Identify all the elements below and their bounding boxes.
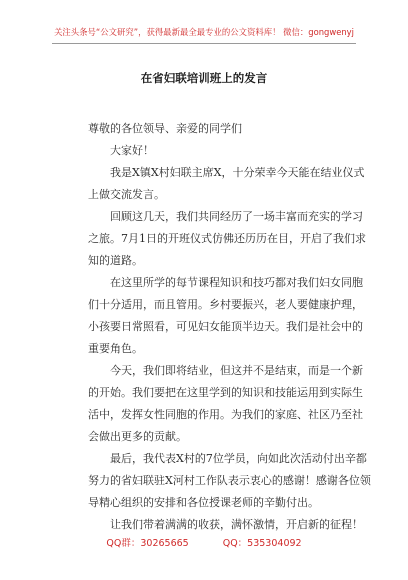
qq-group: QQ群：30265665 [106,538,189,549]
paragraph-line: 在这里所学的每节课程知识和技巧都对我们妇女同胞 [110,276,363,289]
paragraph-line: 努力的省妇联驻X河村工作队表示衷心的感谢！感谢各位领 [88,474,371,487]
paragraph-line: 导精心组织的安排和各位授课老师的辛勤付出。 [88,496,319,509]
greeting: 大家好！ [110,144,154,157]
contact-footer [0,535,408,549]
qq-number: QQ：535304092 [222,538,302,549]
paragraph-line: 活中，发挥女性同胞的作用。为我们的家庭、社区乃至社 [88,408,363,421]
paragraph-line: 们十分适用，而且管用。乡村要振兴，老人要健康护理， [88,298,363,311]
paragraph-line: 的开始。我们要把在这里学到的知识和技能运用到实际生 [88,386,363,399]
paragraph-line: 之旅。7月1日的开班仪式仿佛还历历在目，开启了我们求 [88,232,366,245]
paragraph-line: 知的道路。 [88,254,143,267]
paragraph-line: 我是X镇X村妇联主席X，十分荣幸今天能在结业仪式 [110,166,365,179]
header-rule [52,43,356,44]
paragraph-line: 今天，我们即将结业，但这并不是结束，而是一个新 [110,364,363,377]
paragraph-line: 回顾这几天，我们共同经历了一场丰富而充实的学习 [110,210,363,223]
closing-line: 让我们带着满满的收获，满怀激情，开启新的征程！ [110,518,363,531]
paragraph-line: 重要角色。 [88,342,143,355]
salutation: 尊敬的各位领导、亲爱的同学们 [88,122,242,135]
paragraph-line: 最后，我代表X村的7位学员，向如此次活动付出辛都 [110,452,367,465]
document-title: 在省妇联培训班上的发言 [140,71,268,85]
paragraph-line: 上做交流发言。 [88,188,165,201]
promo-header: 关注头条号“公文研究”，获得最新最全最专业的公文资料库！ 微信：gongwenyj [54,27,354,37]
paragraph-line: 小孩要日常照看，可见妇女能顶半边天。我们是社会中的 [88,320,363,333]
paragraph-line: 会做出更多的贡献。 [88,430,187,443]
document-body [88,118,371,536]
